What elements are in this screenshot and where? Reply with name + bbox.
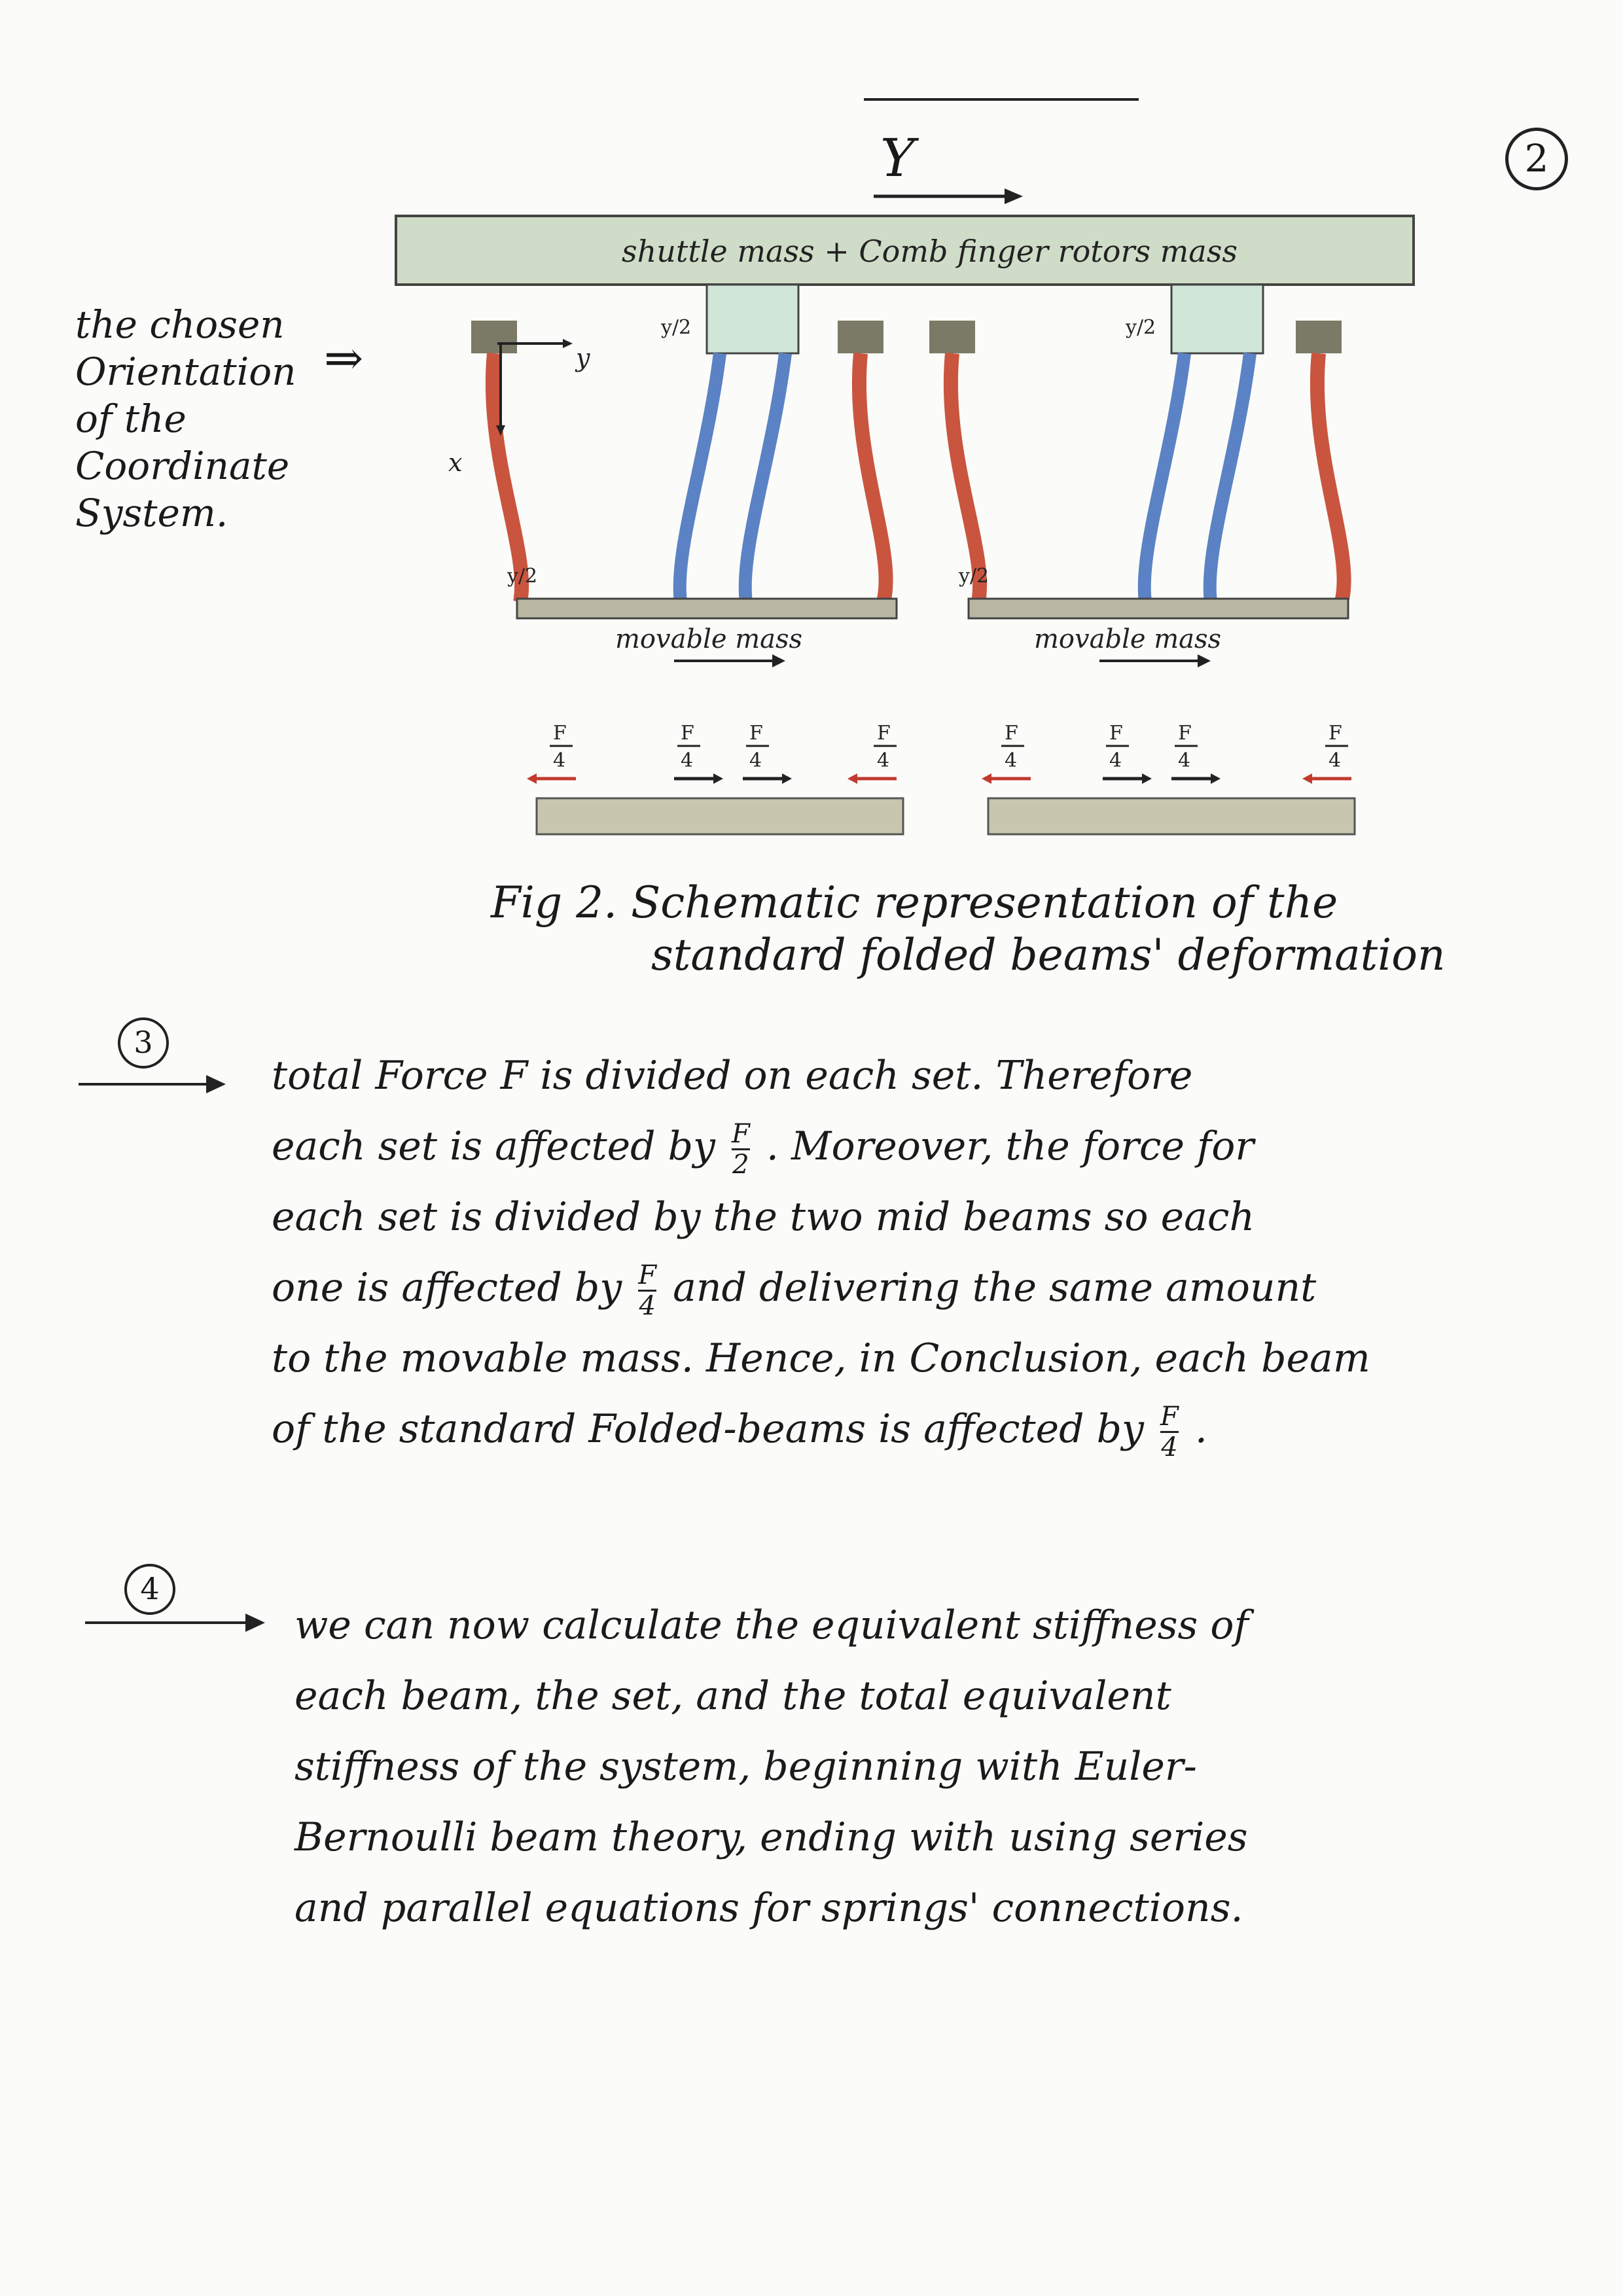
step-4-text — [294, 1590, 1538, 1943]
svg-text:4: 4 — [877, 749, 890, 772]
step-number-3: 3 — [118, 1017, 169, 1069]
side-note-line: of the — [75, 397, 187, 441]
axis-x-label: x — [448, 448, 463, 477]
anchor — [838, 321, 883, 353]
shuttle-mass-label: shuttle mass + Comb finger rotors mass — [622, 234, 1238, 269]
svg-text:4: 4 — [1329, 749, 1342, 772]
anchor — [471, 321, 517, 353]
half-displacement-label: y/2 — [507, 565, 538, 588]
fraction-f-over-4: $\frac{F}{4}$ — [1160, 1401, 1179, 1462]
force-arrow — [847, 722, 897, 784]
half-displacement-label: y/2 — [1126, 316, 1156, 339]
movable-mass-label: movable mass — [1034, 624, 1222, 654]
top-rule — [864, 98, 1139, 101]
svg-text:F: F — [1109, 722, 1123, 745]
outer-beam — [859, 353, 886, 602]
free-body-bar — [988, 798, 1355, 834]
inner-beam — [745, 353, 785, 602]
text-line: of the standard Folded-beams is affected by $\frac{F}{4}$ . — [272, 1401, 1207, 1462]
svg-text:F: F — [1005, 722, 1018, 745]
fraction-f-over-2: $\frac{F}{2}$ — [732, 1118, 750, 1180]
text-line: one is affected by $\frac{F}{4}$ and delivering the same amount — [272, 1260, 1317, 1321]
step-number-4: 4 — [124, 1564, 175, 1615]
y-direction-arrow — [874, 183, 1024, 209]
shuttle-leg — [1171, 285, 1263, 353]
shuttle-leg — [707, 285, 798, 353]
movable-mass-label: movable mass — [615, 624, 803, 654]
side-note-line: the chosen — [75, 302, 285, 347]
svg-text:F: F — [1178, 722, 1192, 745]
svg-text:F: F — [681, 722, 694, 745]
free-body-bar — [537, 798, 903, 834]
side-note-line: Coordinate — [75, 444, 290, 488]
outer-beam — [1317, 353, 1344, 602]
movable-mass-left — [517, 599, 897, 618]
text-line: we can now calculate the equivalent stiffness of — [294, 1602, 1249, 1648]
text-line: each set is affected by $\frac{F}{2}$ . Moreover, the force for — [272, 1118, 1255, 1180]
text-line: each beam, the set, and the total equivalent — [294, 1673, 1171, 1719]
step-lead-line — [79, 1083, 209, 1086]
inner-beam — [680, 353, 720, 602]
step-3-text — [272, 1040, 1554, 1464]
y-direction-label: Y — [880, 128, 915, 188]
svg-text:4: 4 — [1178, 749, 1191, 772]
side-note-line: System. — [75, 491, 228, 535]
force-arrow — [674, 722, 723, 784]
movable-mass-right — [969, 599, 1348, 618]
step-arrow-icon — [206, 1075, 226, 1093]
axis-y-label: y — [576, 344, 590, 372]
text-line: each set is divided by the two mid beams so each — [272, 1194, 1255, 1240]
force-arrow — [743, 722, 792, 784]
svg-text:F: F — [553, 722, 567, 745]
caption-line: Fig 2. Schematic representation of the — [491, 877, 1338, 928]
step-arrow-icon — [245, 1614, 265, 1632]
figure-caption — [491, 877, 1446, 981]
svg-text:F: F — [877, 722, 891, 745]
force-arrow — [1103, 722, 1152, 784]
side-note — [75, 301, 311, 537]
inner-beam — [1145, 353, 1185, 602]
fraction-f-over-4: $\frac{F}{4}$ — [638, 1260, 657, 1321]
svg-text:4: 4 — [681, 749, 694, 772]
svg-text:F: F — [749, 722, 763, 745]
text-line: total Force F is divided on each set. Therefore — [272, 1053, 1193, 1099]
page-number: 2 — [1505, 128, 1568, 190]
anchor — [1296, 321, 1342, 353]
force-arrow — [527, 722, 576, 784]
inner-beam — [1210, 353, 1250, 602]
side-note-line: Orientation — [75, 349, 296, 394]
svg-text:4: 4 — [1109, 749, 1122, 772]
svg-text:4: 4 — [553, 749, 566, 772]
text-line: to the movable mass. Hence, in Conclusion, each beam — [272, 1335, 1370, 1381]
half-displacement-label: y/2 — [661, 316, 692, 339]
implies-arrow: ⇒ — [324, 330, 364, 385]
svg-text:4: 4 — [1005, 749, 1018, 772]
anchor — [929, 321, 975, 353]
force-arrow — [1171, 722, 1221, 784]
svg-text:4: 4 — [749, 749, 762, 772]
text-line: Bernoulli beam theory, ending with using series — [294, 1814, 1248, 1860]
force-arrow — [1302, 722, 1351, 784]
caption-line: standard folded beams' deformation — [651, 930, 1446, 980]
half-displacement-label: y/2 — [959, 565, 990, 588]
folded-beam-diagram — [366, 209, 1479, 864]
step-lead-line — [85, 1621, 249, 1624]
text-line: and parallel equations for springs' connections. — [294, 1885, 1243, 1931]
text-line: stiffness of the system, beginning with Euler- — [294, 1744, 1197, 1790]
force-arrow — [982, 722, 1031, 784]
svg-text:F: F — [1329, 722, 1342, 745]
